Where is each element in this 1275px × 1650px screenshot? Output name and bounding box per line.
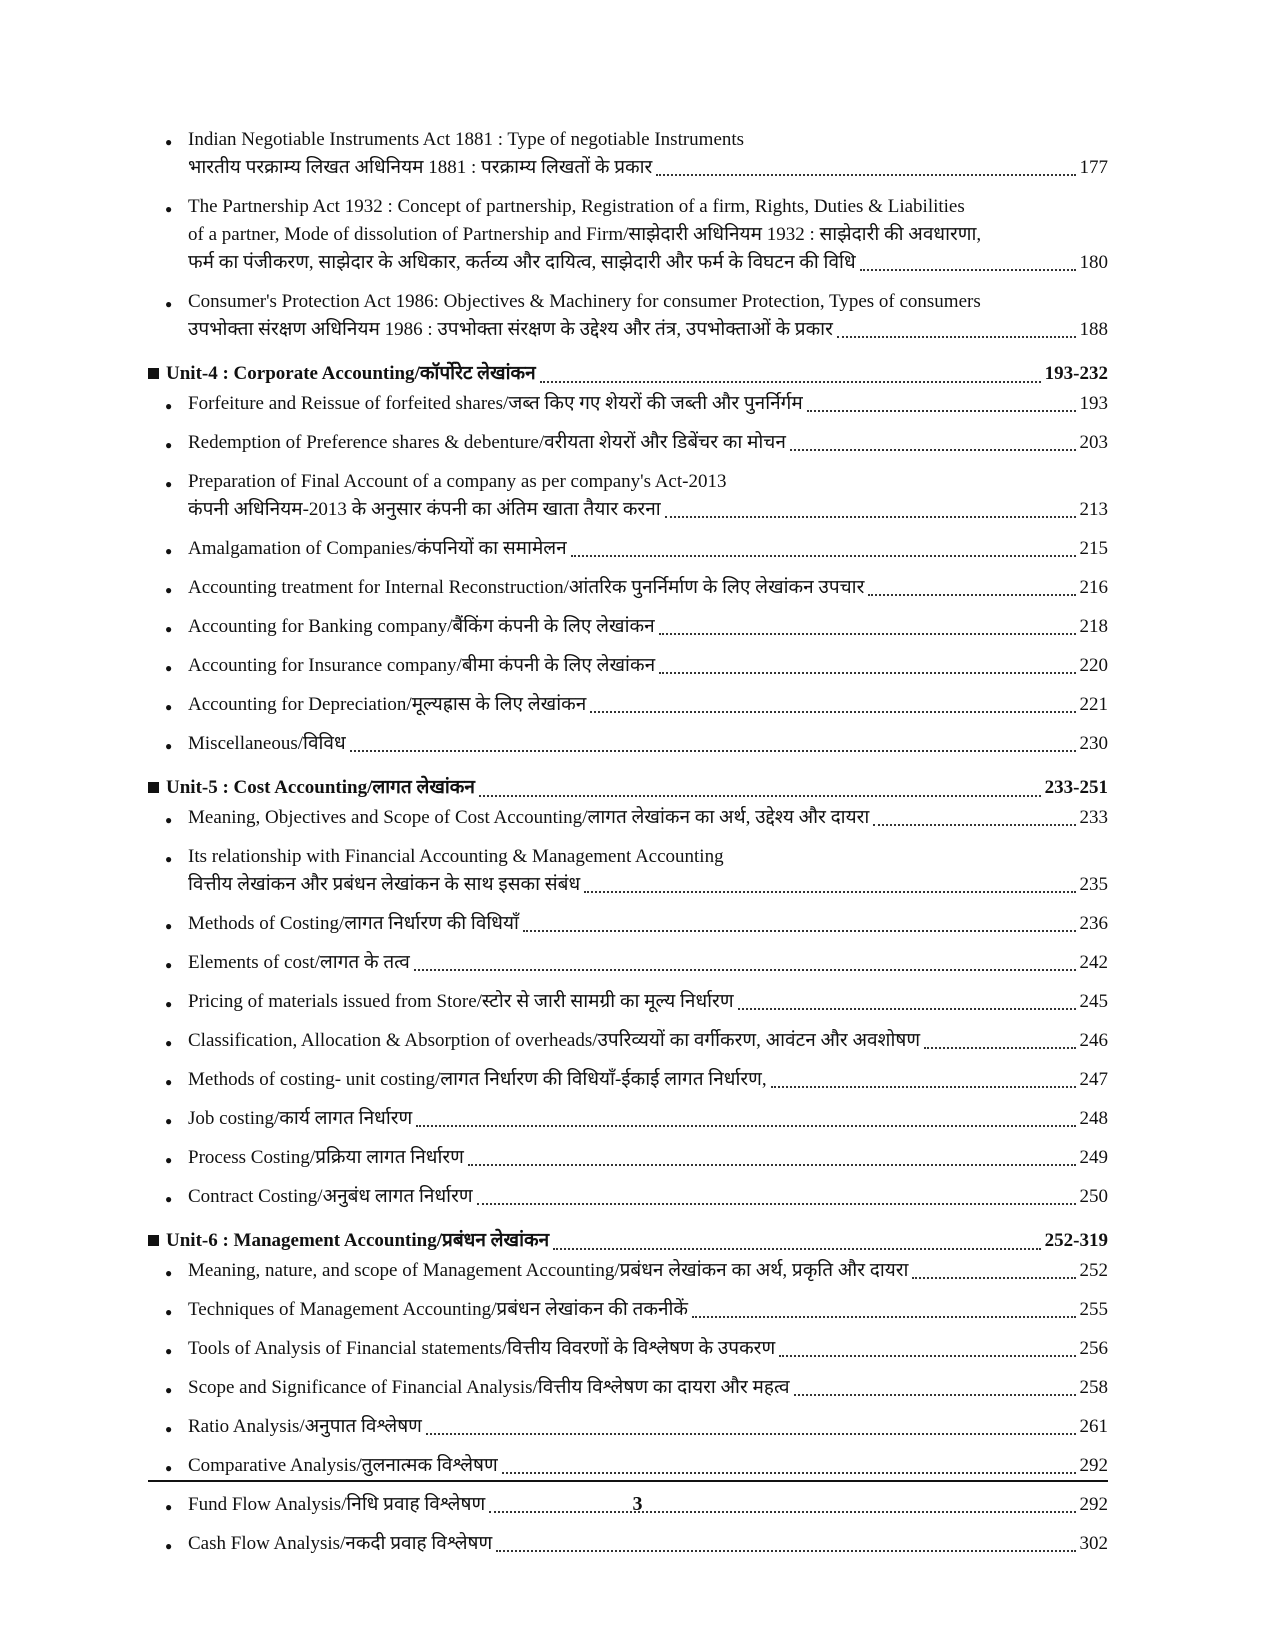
dot-leader [868,594,1075,596]
toc-page-number: 233 [1079,807,1108,828]
dot-leader [523,930,1076,932]
toc-page-number: 249 [1079,1147,1108,1168]
toc-page-number: 247 [1079,1069,1108,1090]
dot-leader [692,1316,1075,1318]
toc-page-number: 230 [1079,733,1108,754]
unit-page-range: 252-319 [1044,1230,1108,1251]
dot-leader [837,336,1076,338]
toc-entry [148,949,1108,977]
footer-rule [148,1480,1108,1482]
toc-page-number: 292 [1079,1455,1108,1476]
toc-page-number: 215 [1079,538,1108,559]
toc-leader-row [188,1066,1108,1094]
toc-leader-row [188,496,1108,524]
toc-leader-row [188,1105,1108,1133]
toc-leader-row [188,154,1108,182]
toc-entry [148,804,1108,832]
dot-leader [790,449,1076,451]
toc-leader-row [166,1226,1108,1256]
toc-page-number: 193 [1079,393,1108,414]
toc-entry-line: of a partner, Mode of dissolution of Partnership and Firm/साझेदारी अधिनियम 1932 : साझेदारी की अवधारणा, [188,224,982,245]
dot-leader [659,672,1075,674]
dot-leader [659,633,1076,635]
toc-entry-line: ● The Partnership Act 1932 : Concept of partnership, Registration of a firm, Rights, Duties & Liabilities [188,196,965,217]
toc-leader-row [188,1144,1108,1172]
dot-leader [924,1047,1075,1049]
toc-leader-row [188,429,1108,457]
toc-entry-title: ● Job costing/कार्य लागत निर्धारण [188,1108,413,1129]
toc-leader-row [166,359,1108,389]
toc-entry-title: ● Tools of Analysis of Financial statements/वित्तीय विवरणों के विश्लेषण के उपकरण [188,1338,776,1359]
toc-entry [148,843,1108,899]
dot-leader [468,1164,1076,1166]
toc-page-number: 242 [1079,952,1108,973]
dot-leader [584,891,1075,893]
toc-entry-title: ● Accounting for Insurance company/बीमा कंपनी के लिए लेखांकन [188,655,656,676]
toc-entry-title: ● Process Costing/प्रक्रिया लागत निर्धारण [188,1147,464,1168]
toc-leader-row [188,652,1108,680]
toc-page-number: 180 [1079,252,1108,273]
toc-entry-line: ● Its relationship with Financial Accounting & Management Accounting [188,846,724,867]
toc-page-number: 248 [1079,1108,1108,1129]
toc-entry-title: ● Accounting for Banking company/बैंकिंग कंपनी के लिए लेखांकन [188,616,655,637]
dot-leader [350,750,1076,752]
unit-page-range: 193-232 [1044,363,1108,384]
toc-leader-row [188,949,1108,977]
toc-entry [148,1105,1108,1133]
toc-leader-row [188,249,1108,277]
toc-entry [148,288,1108,344]
toc-page-number: 258 [1079,1377,1108,1398]
toc-entry [148,1027,1108,1055]
toc-page-number: 245 [1079,991,1108,1012]
toc-entry-title: ● Accounting for Depreciation/मूल्यह्रास के लिए लेखांकन [188,694,587,715]
toc-leader-row [188,574,1108,602]
toc-leader-row [188,910,1108,938]
toc-leader-row [166,773,1108,803]
toc-leader-row [188,1452,1108,1480]
toc-page-number: 203 [1079,432,1108,453]
toc-page-number: 292 [1079,1494,1108,1515]
toc-leader-row [188,1257,1108,1285]
toc-leader-row [188,691,1108,719]
dot-leader [414,969,1076,971]
dot-leader [477,1203,1076,1205]
toc-entry-title: ● Classification, Allocation & Absorption of overheads/उपरिव्ययों का वर्गीकरण, आवंटन और अवशोषण [188,1030,921,1051]
toc-entry [148,1530,1108,1558]
toc-page-number: 235 [1079,874,1108,895]
toc-leader-row [188,804,1108,832]
toc-entry [148,574,1108,602]
unit-page-range: 233-251 [1044,777,1108,798]
toc-entry-title: वित्तीय लेखांकन और प्रबंधन लेखांकन के साथ इसका संबंध [188,874,581,895]
toc-page-number: 213 [1079,499,1108,520]
dot-leader [590,711,1075,713]
toc-entry [148,390,1108,418]
toc-leader-row [188,871,1108,899]
toc-page-number: 216 [1079,577,1108,598]
dot-leader [540,381,1041,383]
dot-leader [912,1277,1075,1279]
toc-entry-title: ● Techniques of Management Accounting/प्रबंधन लेखांकन की तकनीकें [188,1299,689,1320]
dot-leader [571,555,1076,557]
dot-leader [553,1248,1041,1250]
toc-page-number: 236 [1079,913,1108,934]
table-of-contents [148,126,1108,1558]
toc-page-number: 218 [1079,616,1108,637]
dot-leader [479,795,1041,797]
unit-heading [148,773,1108,803]
toc-entry [148,1257,1108,1285]
toc-entry [148,429,1108,457]
toc-entry-title: ● Miscellaneous/विविध [188,733,346,754]
toc-entry-title: ● Forfeiture and Reissue of forfeited shares/जब्त किए गए शेयरों की जब्ती और पुनर्निर्गम [188,393,803,414]
toc-entry-title: ● Cash Flow Analysis/नकदी प्रवाह विश्लेषण [188,1533,493,1554]
toc-entry [148,910,1108,938]
dot-leader [873,824,1075,826]
toc-leader-row [188,390,1108,418]
toc-page-number: 221 [1079,694,1108,715]
toc-leader-row [188,1183,1108,1211]
toc-entry [148,730,1108,758]
toc-entry-title: कंपनी अधिनियम-2013 के अनुसार कंपनी का अंतिम खाता तैयार करना [188,499,661,520]
unit-title: Unit-6 : Management Accounting/प्रबंधन लेखांकन [166,1230,550,1251]
toc-leader-row [188,988,1108,1016]
toc-entry [148,691,1108,719]
dot-leader [502,1472,1076,1474]
toc-entry [148,468,1108,524]
dot-leader [860,269,1076,271]
toc-entry [148,535,1108,563]
toc-entry-title: ● Comparative Analysis/तुलनात्मक विश्लेषण [188,1455,498,1476]
toc-leader-row [188,613,1108,641]
dot-leader [794,1394,1076,1396]
toc-page-number: 261 [1079,1416,1108,1437]
toc-page-number: 250 [1079,1186,1108,1207]
toc-entry [148,613,1108,641]
toc-entry-title: ● Redemption of Preference shares & debenture/वरीयता शेयरों और डिबेंचर का मोचन [188,432,786,453]
dot-leader [738,1008,1076,1010]
dot-leader [416,1125,1075,1127]
unit-heading [148,1226,1108,1256]
toc-entry-title: भारतीय परक्राम्य लिखत अधिनियम 1881 : परक्राम्य लिखतों के प्रकार [188,157,653,178]
toc-entry-title: ● Meaning, Objectives and Scope of Cost Accounting/लागत लेखांकन का अर्थ, उद्देश्य और दायरा [188,807,870,828]
unit-title: Unit-4 : Corporate Accounting/कॉर्पोरेट लेखांकन [166,363,536,384]
toc-entry [148,1335,1108,1363]
toc-entry-title: ● Methods of Costing/लागत निर्धारण की विधियाँ [188,913,519,934]
unit-heading [148,359,1108,389]
toc-leader-row [188,1296,1108,1324]
toc-page-number: 177 [1079,157,1108,178]
toc-entry [148,193,1108,277]
toc-entry-line: ● Consumer's Protection Act 1986: Objectives & Machinery for consumer Protection, Types of consumers [188,291,981,312]
toc-entry-title: ● Contract Costing/अनुबंध लागत निर्धारण [188,1186,473,1207]
toc-entry-title: ● Scope and Significance of Financial Analysis/वित्तीय विश्लेषण का दायरा और महत्व [188,1377,790,1398]
dot-leader [496,1550,1075,1552]
toc-entry [148,1296,1108,1324]
toc-leader-row [188,1413,1108,1441]
dot-leader [426,1433,1076,1435]
toc-leader-row [188,1374,1108,1402]
toc-entry-line: ● Indian Negotiable Instruments Act 1881 : Type of negotiable Instruments [188,129,745,150]
toc-page-number: 256 [1079,1338,1108,1359]
toc-entry [148,1066,1108,1094]
toc-entry [148,988,1108,1016]
toc-entry-title: ● Ratio Analysis/अनुपात विश्लेषण [188,1416,422,1437]
toc-entry-title: ● Meaning, nature, and scope of Management Accounting/प्रबंधन लेखांकन का अर्थ, प्रकृति और दायरा [188,1260,909,1281]
toc-entry-title: ● Elements of cost/लागत के तत्व [188,952,410,973]
toc-leader-row [188,1027,1108,1055]
toc-page-number: 252 [1079,1260,1108,1281]
dot-leader [656,174,1075,176]
toc-entry [148,126,1108,182]
toc-page-number: 255 [1079,1299,1108,1320]
toc-leader-row [188,1335,1108,1363]
page-number: 3 [632,1493,643,1515]
toc-page-number: 246 [1079,1030,1108,1051]
toc-entry-title: ● Pricing of materials issued from Store/स्टोर से जारी सामग्री का मूल्य निर्धारण [188,991,734,1012]
toc-entry-title: ● Methods of costing- unit costing/लागत निर्धारण की विधियाँ-ईकाई लागत निर्धारण, [188,1069,767,1090]
toc-page-number: 302 [1079,1533,1108,1554]
toc-leader-row [188,535,1108,563]
toc-entry-title: ● Fund Flow Analysis/निधि प्रवाह विश्लेषण [188,1494,486,1515]
toc-entry [148,1374,1108,1402]
toc-leader-row [188,1530,1108,1558]
toc-entry-title: फर्म का पंजीकरण, साझेदार के अधिकार, कर्तव्य और दायित्व, साझेदारी और फर्म के विघटन की विधि [188,252,856,273]
toc-entry-title: ● Accounting treatment for Internal Reconstruction/आंतरिक पुनर्निर्माण के लिए लेखांकन उपचार [188,577,865,598]
toc-entry-title: ● Amalgamation of Companies/कंपनियों का समामेलन [188,538,567,559]
unit-title: Unit-5 : Cost Accounting/लागत लेखांकन [166,777,475,798]
dot-leader [771,1086,1076,1088]
toc-entry [148,1183,1108,1211]
toc-leader-row [188,730,1108,758]
dot-leader [807,410,1076,412]
toc-page-number: 188 [1079,319,1108,340]
toc-entry [148,652,1108,680]
toc-entry-title: उपभोक्ता संरक्षण अधिनियम 1986 : उपभोक्ता संरक्षण के उद्देश्य और तंत्र, उपभोक्ताओं के प्रकार [188,319,833,340]
toc-entry-line: ● Preparation of Final Account of a company as per company's Act-2013 [188,471,727,492]
dot-leader [665,516,1076,518]
toc-entry [148,1413,1108,1441]
toc-page-number: 220 [1079,655,1108,676]
toc-entry [148,1144,1108,1172]
toc-leader-row [188,316,1108,344]
dot-leader [779,1355,1075,1357]
toc-entry [148,1452,1108,1480]
